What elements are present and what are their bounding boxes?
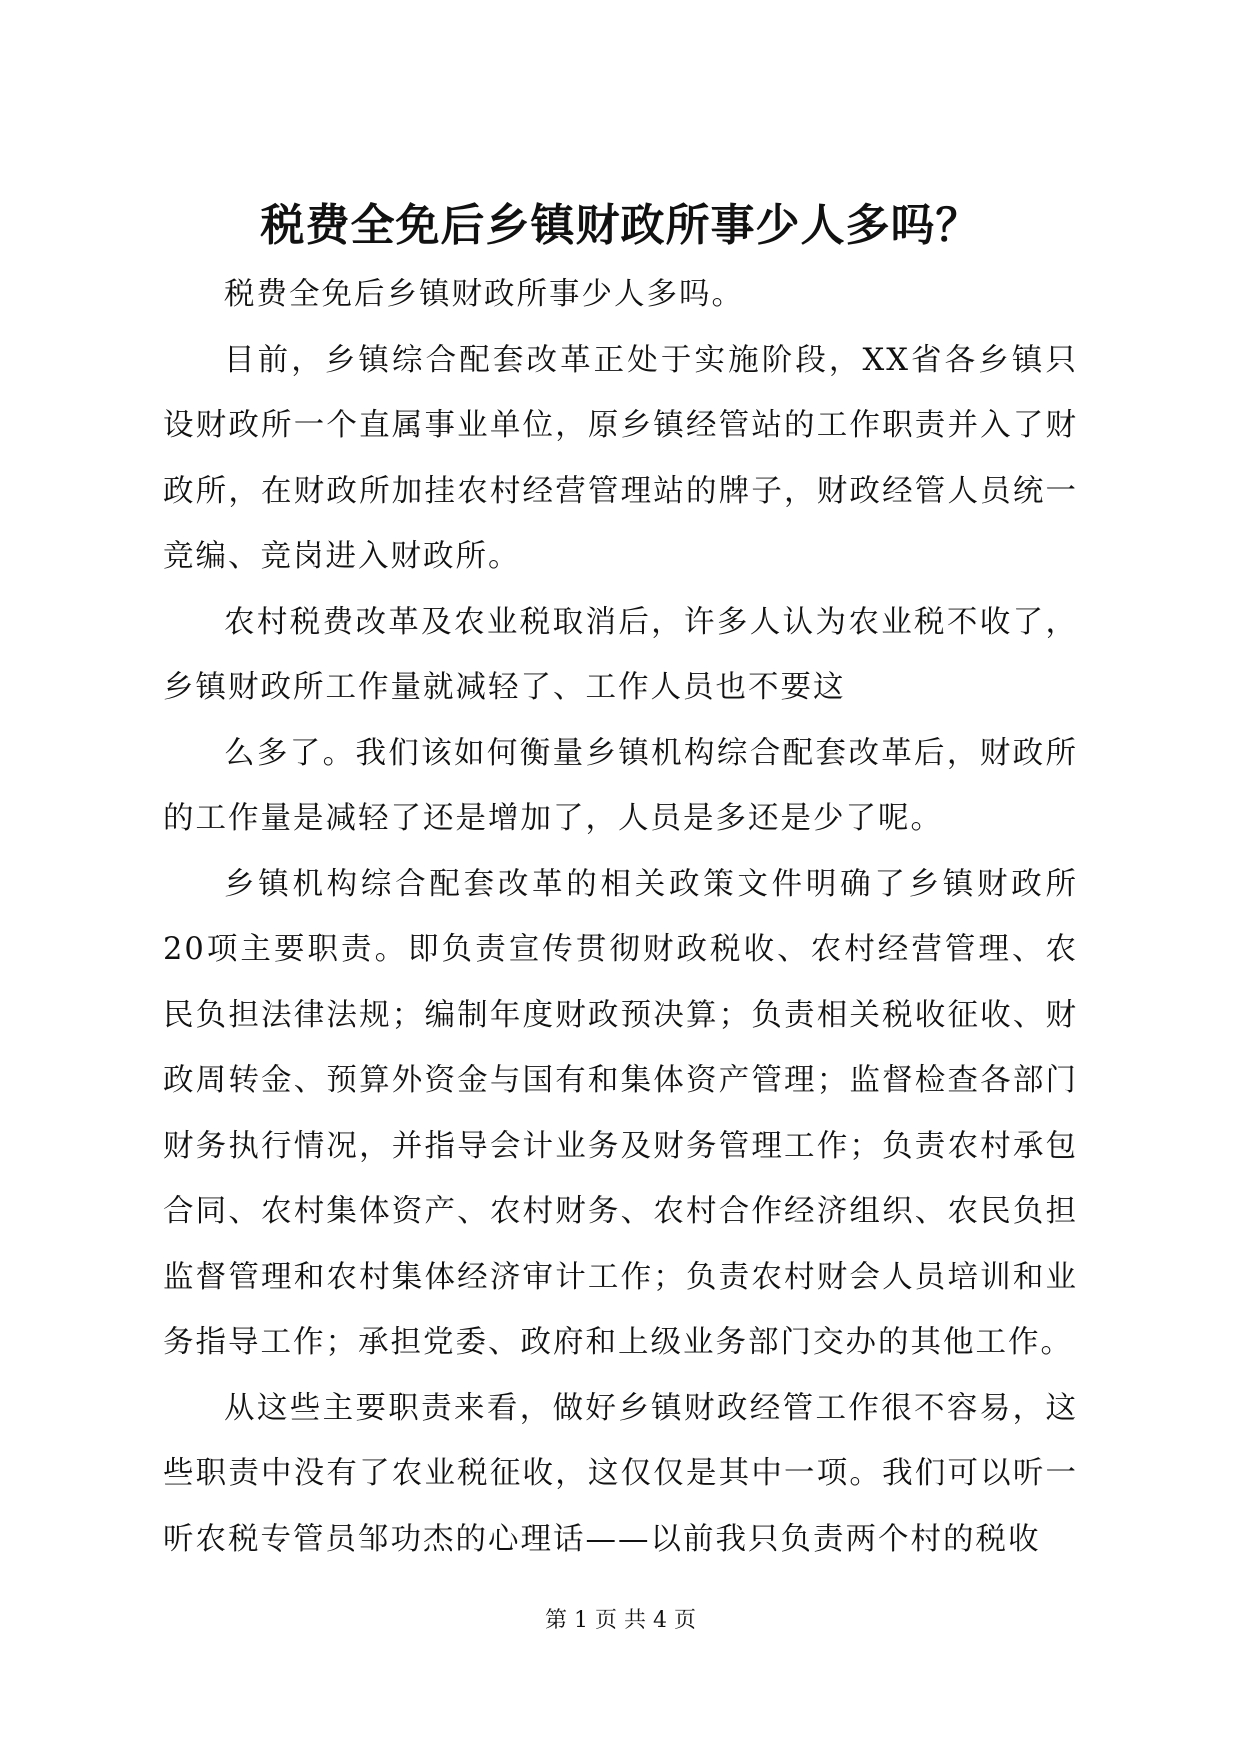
paragraph: 税费全免后乡镇财政所事少人多吗。	[224, 277, 744, 312]
document-body	[163, 262, 1078, 1572]
page-number-footer: 第 1 页 共 4 页	[545, 1608, 696, 1633]
paragraph: 乡镇机构综合配套改革的相关政策文件明确了乡镇财政所20项主要职责。即负责宣传贯彻财政税收、农村经营管理、农民负担法律法规；编制年度财政预决算；负责相关税收征收、财政周转金、预算外资金与国有和集体资产管理；监督检查各部门财务执行情况，并指导会计业务及财务管理工作；负责农村承包合同、农村集体资产、农村财务、农村合作经济组织、农民负担监督管理和农村集体经济审计工作；负责农村财会人员培训和业务指导工作；承担党委、政府和上级业务部门交办的其他工作。	[163, 866, 1078, 1360]
paragraph: 从这些主要职责来看，做好乡镇财政经管工作很不容易，这些职责中没有了农业税征收，这仅仅是其中一项。我们可以听一听农税专管员邹功杰的心理话——以前我只负责两个村的税收	[163, 1390, 1078, 1557]
paragraph: 农村税费改革及农业税取消后，许多人认为农业税不收了，乡镇财政所工作量就减轻了、工作人员也不要这	[163, 604, 1078, 705]
document-title: 税费全免后乡镇财政所事少人多吗？	[260, 200, 981, 251]
paragraph: 么多了。我们该如何衡量乡镇机构综合配套改革后，财政所的工作量是减轻了还是增加了，人员是多还是少了呢。	[163, 735, 1078, 836]
paragraph: 目前，乡镇综合配套改革正处于实施阶段，XX省各乡镇只设财政所一个直属事业单位，原乡镇经管站的工作职责并入了财政所，在财政所加挂农村经营管理站的牌子，财政经管人员统一竞编、竞岗进入财政所。	[163, 342, 1078, 574]
